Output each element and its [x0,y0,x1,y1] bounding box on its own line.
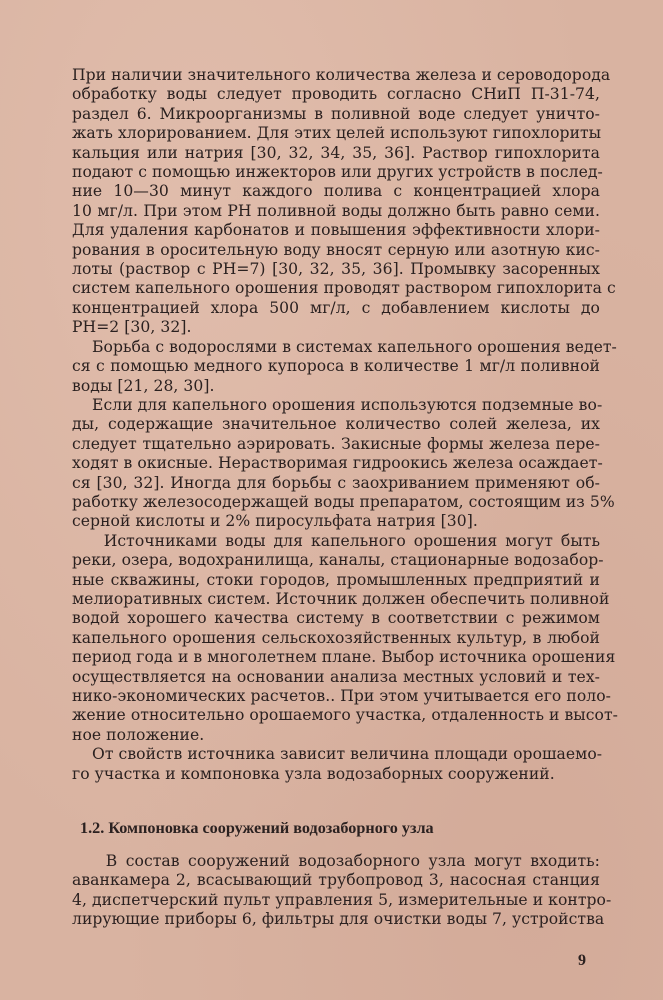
text-line: ся с помощью медного купороса в количестве 1 мг/л поливной [72,357,600,376]
text-line: Борьба с водорослями в системах капельного орошения ведет- [72,337,617,356]
text-line: подают с помощью инжекторов или других устройств в послед- [72,163,603,182]
text-line: кальция или натрия [30, 32, 34, 35, 36]. Раствор гипохлорита [72,143,600,162]
page-number: 9 [578,952,586,969]
text-line: 10 мг/л. При этом РН поливной воды должно быть равно семи. [72,201,600,220]
body-text-top [72,66,618,784]
section-heading: 1.2. Компоновка сооружений водозаборного узла [80,819,434,837]
text-line: мелиоративных систем. Источник должен обеспечить поливной [72,589,610,608]
text-line: реки, озера, водохранилища, каналы, стационарные водозабор- [72,551,604,570]
text-line: осуществляется на основании анализа местных условий и тех- [72,667,600,686]
text-line: лирующие приборы 6, фильтры для очистки воды 7, устройства [72,910,605,929]
paragraph [72,395,615,532]
body-text-bottom [72,852,612,930]
text-line: период года и в многолетнем плане. Выбор источника орошения [72,648,616,667]
text-line: ходят в окисные. Нерастворимая гидроокись железа осаждает- [72,454,603,473]
paragraph [72,66,616,338]
text-line: го участка и компоновка узла водозаборных сооружений. [72,764,555,783]
text-line: серной кислоты и 2% пиросульфата натрия [30]. [72,512,478,531]
text-line: капельного орошения сельскохозяйственных культур, в любой [72,628,600,647]
text-line: В состав сооружений водозаборного узла могут входить: [72,852,600,870]
text-line: При наличии значительного количества железа и сероводорода [72,66,611,84]
text-line: ся [30, 32]. Иногда для борьбы с заохриванием применяют об- [72,473,600,492]
text-line: нико-экономических расчетов.. При этом учитывается его поло- [72,687,611,705]
text-line: аванкамера 2, всасывающий трубопровод 3, насосная станция [72,871,600,890]
paragraph [72,531,618,745]
text-line: рования в оросительную воду вносят серную или азотную кис- [72,240,600,259]
text-line: От свойств источника зависит величина площади орошаемо- [72,745,603,764]
paragraph [72,337,617,396]
text-line: Для удаления карбонатов и повышения эффективности хлори- [72,221,600,240]
text-line: Источниками воды для капельного орошения могут быть [72,531,600,550]
text-line: концентрацией хлора 500 мг/л, с добавлением кислоты до [72,298,600,317]
text-line: следует тщательно аэрировать. Закисные формы железа пере- [72,434,600,453]
paragraph [72,852,612,930]
text-line: раздел 6. Микроорганизмы в поливной воде следует уничто- [72,104,600,123]
text-line: воды [21, 28, 30]. [72,376,215,395]
text-line: систем капельного орошения проводят раствором гипохлорита с [72,279,616,298]
text-line: работку железосодержащей воды препаратом, состоящим из 5% [72,492,615,511]
text-line: ды, содержащие значительное количество солей железа, их [72,415,600,434]
text-line: Если для капельного орошения используются подземные во- [72,395,603,414]
text-line: жение относительно орошаемого участка, отдаленность и высот- [72,706,618,725]
paragraph [72,745,603,784]
text-line: лоты (раствор с РН=7) [30, 32, 35, 36]. Промывку засоренных [72,260,600,279]
text-line: ные скважины, стоки городов, промышленных предприятий и [72,570,600,589]
text-line: ние 10—30 минут каждого полива с концентрацией хлора [72,182,600,201]
text-line: жать хлорированием. Для этих целей используют гипохлориты [72,124,602,143]
text-line: 4, диспетчерский пульт управления 5, измерительные и контро- [72,890,612,909]
text-line: обработку воды следует проводить согласно СНиП П-31-74, [72,85,600,104]
text-line: водой хорошего качества систему в соответствии с режимом [72,609,600,628]
text-line: ное положение. [72,725,205,744]
text-line: РН=2 [30, 32]. [72,318,192,337]
